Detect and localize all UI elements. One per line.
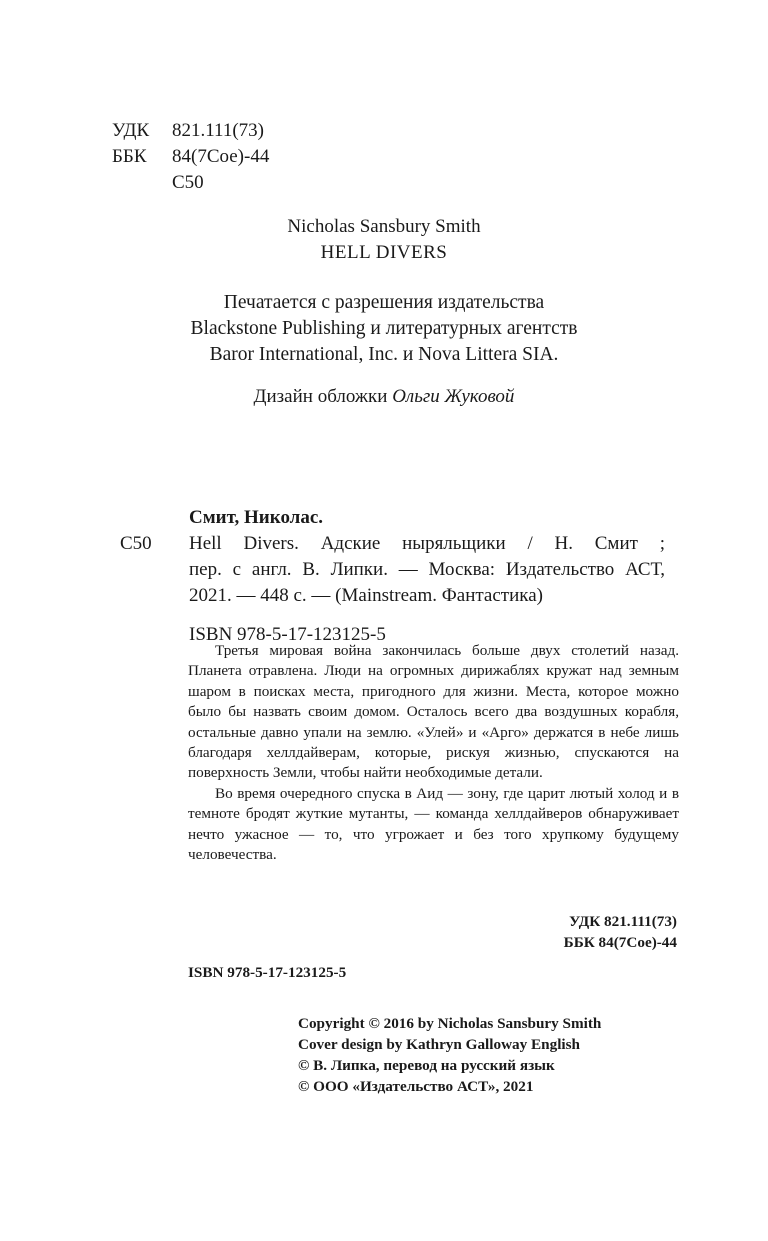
copyright-line: © ООО «Издательство АСТ», 2021 xyxy=(298,1078,534,1095)
annotation-paragraph: Во время очередного спуска в Аид — зону, где царит лютый холод и в темноте бродят жуткие мутанты, — команда хеллдайверов обнаруживает нечто ужасное — то, что угрожает и без того хрупкому будущему человечества. xyxy=(188,784,679,864)
classification-block xyxy=(112,118,269,196)
bottom-bbk: ББК 84(7Сое)-44 xyxy=(563,934,677,951)
catalog-line: 2021. — 448 с. — (Mainstream. Фантастика) xyxy=(189,585,543,606)
udk-label: УДК xyxy=(112,120,150,141)
original-author: Nicholas Sansbury Smith xyxy=(287,216,481,237)
bottom-udk: УДК 821.111(73) xyxy=(569,913,677,930)
original-edition xyxy=(0,214,768,266)
catalog-record xyxy=(120,505,665,648)
bottom-isbn: ISBN 978-5-17-123125-5 xyxy=(188,964,347,981)
annotation-paragraph: Третья мировая война закончилась больше двух столетий назад. Планета отравлена. Люди на огромных дирижаблях кружат над земным шаром в поисках места, пригодного для жизни. Места, которое можно было бы назвать своим домом. Осталось всего два воздушных корабля, остальные давно упали на землю. «Улей» и «Арго» держатся в небе лишь благодаря хеллдайверам, которые, рискуя жизнью, спускаются на поверхность Земли, чтобы найти необходимые детали. xyxy=(188,642,679,782)
cover-design-credit xyxy=(0,384,768,410)
copyright-line: Cover design by Kathryn Galloway English xyxy=(298,1036,580,1053)
original-title: HELL DIVERS xyxy=(320,242,448,263)
annotation xyxy=(188,641,679,865)
catalog-first-line xyxy=(120,531,665,557)
permission-line: Baror International, Inc. и Nova Littera SIA. xyxy=(209,344,559,365)
bottom-classification xyxy=(564,911,677,953)
catalog-line: Hell Divers. Адские ныряльщики / Н. Смит ; xyxy=(189,533,665,554)
catalog-code: С50 xyxy=(120,533,152,554)
udk-line xyxy=(112,118,269,144)
bbk-value: 84(7Сое)-44 xyxy=(172,146,270,167)
author-sign: С50 xyxy=(172,172,204,193)
bbk-label: ББК xyxy=(112,146,147,167)
copyright-line: Copyright © 2016 by Nicholas Sansbury Smith xyxy=(298,1015,602,1032)
copyright-line: © В. Липка, перевод на русский язык xyxy=(298,1057,555,1074)
catalog-author-heading: Смит, Николас. xyxy=(189,507,324,528)
catalog-isbn: ISBN 978-5-17-123125-5 xyxy=(189,624,386,645)
cover-designer: Ольги Жуковой xyxy=(392,386,515,407)
udk-value: 821.111(73) xyxy=(172,120,264,141)
permission-notice xyxy=(0,290,768,368)
cover-design-prefix: Дизайн обложки xyxy=(253,386,388,407)
copyright-block xyxy=(298,1013,601,1097)
bbk-line xyxy=(112,144,269,170)
catalog-line: пер. с англ. В. Липки. — Москва: Издательство АСТ, xyxy=(189,559,665,580)
permission-line: Blackstone Publishing и литературных агентств xyxy=(190,318,578,339)
permission-line: Печатается с разрешения издательства xyxy=(223,292,545,313)
